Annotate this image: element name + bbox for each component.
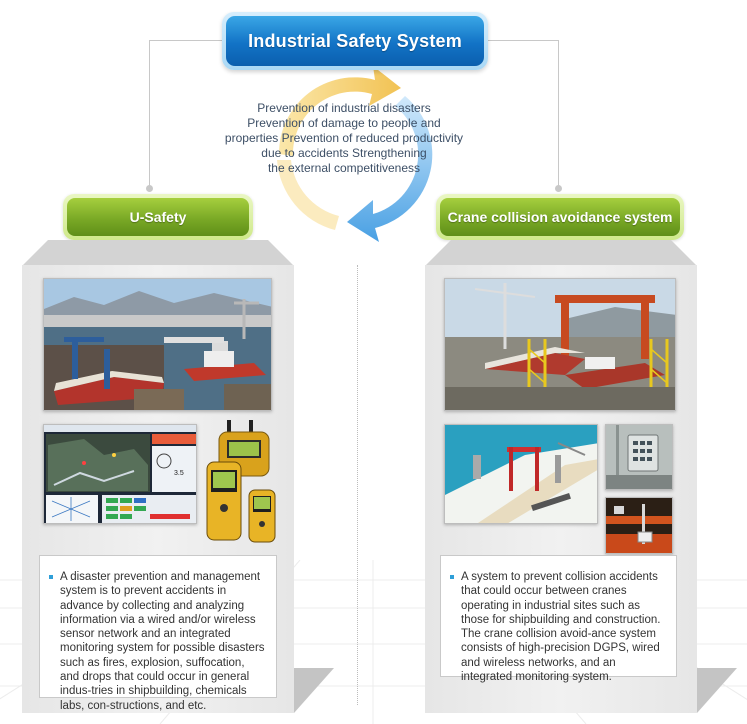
label-u-safety bbox=[63, 194, 253, 240]
center-line: properties Prevention of reduced productivity bbox=[224, 131, 464, 145]
left-description-text: A disaster prevention and management system is to prevent accidents in advance by collecting and analyzing information via a wired and/or wireless sensor network and an integrated monitoring system for possible disasters such as fires, explosion, suffocation, and drops that could occur in general indus-tries in shipbuilding, chemicals labs, con-structions, and etc. bbox=[60, 571, 265, 712]
title-banner bbox=[222, 12, 488, 70]
center-description bbox=[218, 101, 470, 176]
right-description-box bbox=[440, 555, 677, 684]
center-line: Prevention of industrial disasters bbox=[257, 101, 431, 115]
left-panel-header bbox=[22, 240, 294, 266]
svg-text:3.5: 3.5 bbox=[174, 470, 184, 477]
label-crane-text: Crane collision avoidance system bbox=[440, 198, 680, 236]
gas-detector-devices bbox=[203, 418, 279, 546]
dock-crane-photo bbox=[444, 278, 676, 411]
connector-right bbox=[488, 40, 559, 188]
center-line: the external competitiveness bbox=[267, 161, 421, 175]
monitoring-screen bbox=[43, 424, 197, 524]
right-panel-foot bbox=[697, 668, 737, 713]
left-description-box bbox=[39, 555, 277, 712]
sensor-device-photo bbox=[605, 497, 673, 554]
bullet-icon bbox=[450, 575, 454, 579]
bullet-icon bbox=[49, 575, 53, 579]
right-panel-header bbox=[425, 240, 697, 266]
left-description bbox=[60, 570, 266, 713]
connector-left bbox=[149, 40, 223, 188]
shipyard-photo bbox=[43, 278, 272, 411]
right-description-text: A system to prevent collision accidents that could occur between cranes operating in industrial sites such as those for shipbuilding and construction. The crane collision avoid-ance system consists of high-precision DGPS, wired and wireless networks, and an integrated monitoring system. bbox=[461, 571, 661, 684]
label-u-safety-text: U-Safety bbox=[67, 198, 249, 236]
title-text: Industrial Safety System bbox=[226, 16, 484, 66]
connector-right-dot bbox=[555, 185, 562, 192]
center-divider bbox=[357, 265, 358, 705]
right-description bbox=[461, 570, 666, 684]
connector-left-dot bbox=[146, 185, 153, 192]
center-line: Prevention of damage to people and bbox=[247, 116, 441, 130]
left-panel-foot bbox=[294, 668, 334, 713]
crane-3d-simulation bbox=[444, 424, 598, 524]
center-line: due to accidents Strengthening bbox=[261, 146, 427, 160]
control-box-photo bbox=[605, 424, 673, 490]
label-crane bbox=[436, 194, 684, 240]
